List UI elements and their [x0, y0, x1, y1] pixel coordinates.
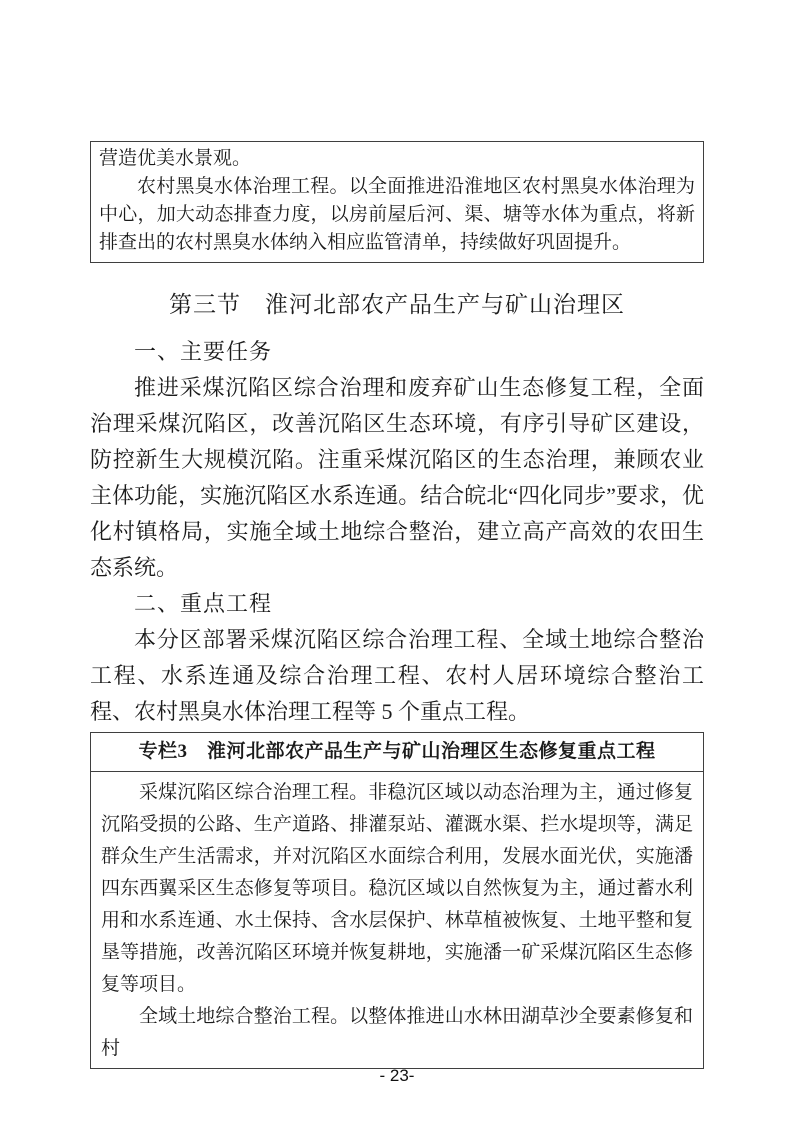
continuation-tail-line: 营造优美水景观。	[99, 148, 252, 169]
section-heading: 第三节 淮河北部农产品生产与矿山治理区	[169, 292, 625, 317]
feature-box-title: 专栏3 淮河北部农产品生产与矿山治理区生态修复重点工程	[91, 733, 703, 772]
page-content	[90, 0, 704, 1069]
subsection-heading-key-projects: 二、重点工程	[134, 591, 273, 616]
continuation-box	[90, 141, 704, 263]
paragraph-main-tasks: 推进采煤沉陷区综合治理和废弃矿山生态修复工程，全面治理采煤沉陷区，改善沉陷区生态环境，有序引导矿区建设，防控新生大规模沉陷。注重采煤沉陷区的生态治理，兼顾农业主体功能，实施沉陷区水系连通。结合皖北“四化同步”要求，优化村镇格局，实施全域土地综合整治，建立高产高效的农田生态系统。	[90, 375, 704, 580]
feature-box-paragraph-land-consolidation: 全域土地综合整治工程。以整体推进山水林田湖草沙全要素修复和村	[101, 1006, 693, 1059]
feature-box	[90, 732, 704, 1069]
feature-box-body	[91, 772, 703, 1068]
continuation-paragraph: 农村黑臭水体治理工程。以全面推进沿淮地区农村黑臭水体治理为中心，加大动态排查力度，以房前屋后河、渠、塘等水体为重点，将新排查出的农村黑臭水体纳入相应监管清单，持续做好巩固提升。	[99, 176, 695, 253]
section-body	[90, 334, 704, 730]
paragraph-key-projects: 本分区部署采煤沉陷区综合治理工程、全域土地综合整治工程、水系连通及综合治理工程、农村人居环境综合整治工程、农村黑臭水体治理工程等 5 个重点工程。	[90, 627, 704, 724]
page-number: - 23-	[379, 1066, 415, 1085]
feature-box-paragraph-coal-subsidence: 采煤沉陷区综合治理工程。非稳沉区域以动态治理为主，通过修复沉陷受损的公路、生产道路、排灌泵站、灌溉水渠、拦水堤坝等，满足群众生产生活需求，并对沉陷区水面综合利用，发展水面光伏，实施潘四东西翼采区生态修复等项目。稳沉区域以自然恢复为主，通过蓄水利用和水系连通、水土保持、含水层保护、林草植被恢复、土地平整和复垦等措施，改善沉陷区环境并恢复耕地，实施潘一矿采煤沉陷区生态修复等项目。	[101, 782, 693, 995]
subsection-heading-main-tasks: 一、主要任务	[134, 339, 273, 364]
